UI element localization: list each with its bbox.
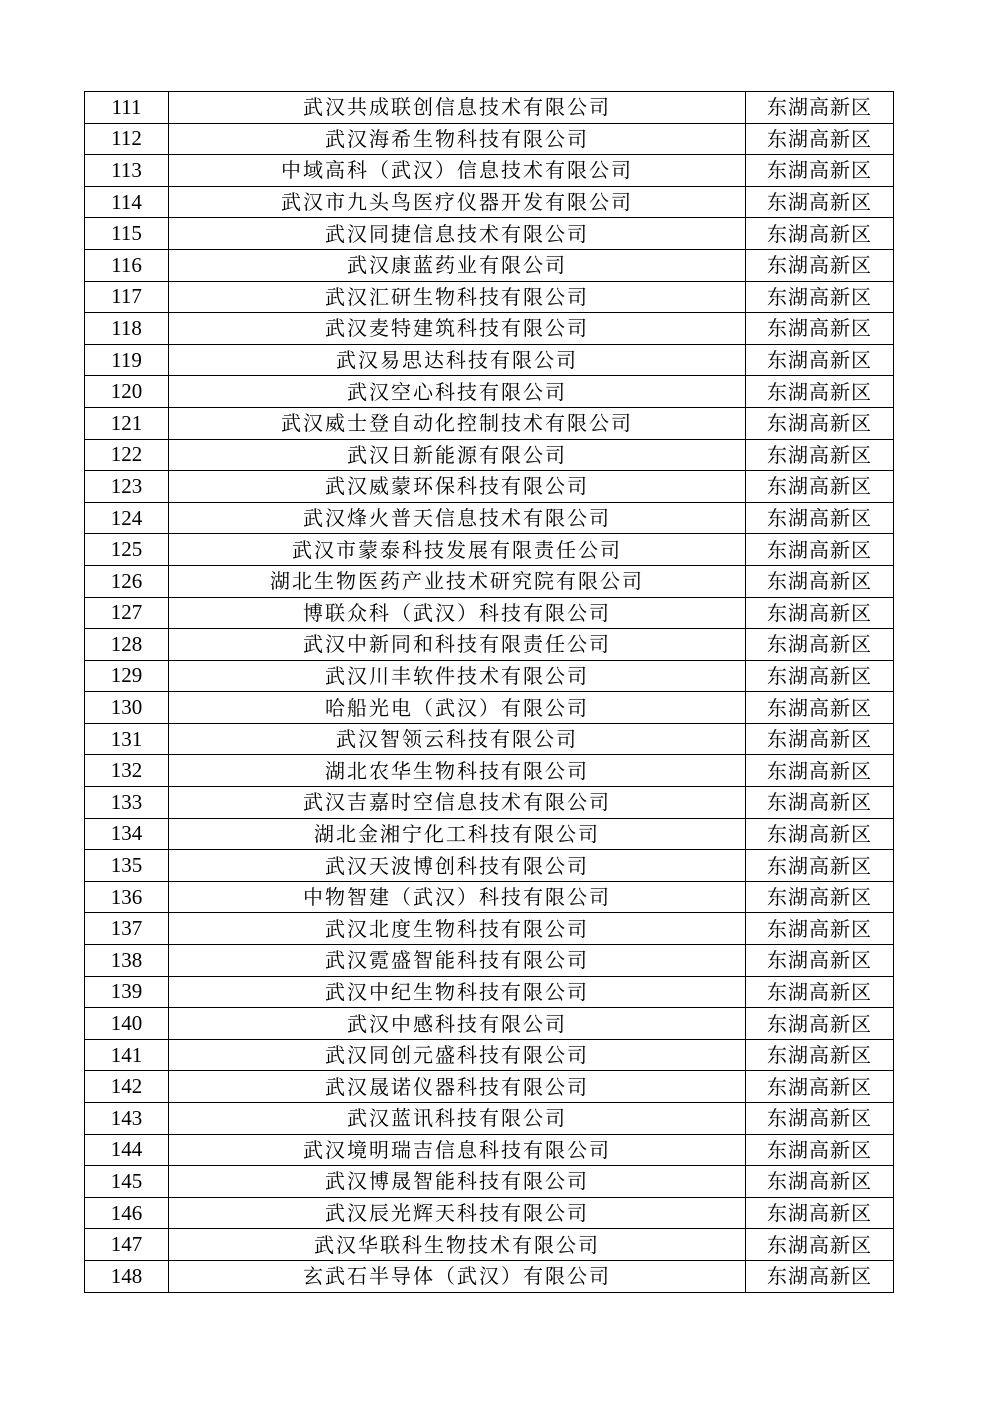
row-number-cell: 130 <box>85 692 169 724</box>
district-cell: 东湖高新区 <box>746 565 894 597</box>
row-number-cell: 119 <box>85 344 169 376</box>
row-number-cell: 128 <box>85 629 169 661</box>
company-name-cell: 武汉北度生物科技有限公司 <box>169 913 746 945</box>
table-row <box>85 818 894 850</box>
company-table <box>84 91 894 1293</box>
row-number-cell: 136 <box>85 881 169 913</box>
district-cell: 东湖高新区 <box>746 723 894 755</box>
company-name-cell: 武汉日新能源有限公司 <box>169 439 746 471</box>
company-name-cell: 武汉中新同和科技有限责任公司 <box>169 629 746 661</box>
table-row <box>85 723 894 755</box>
company-name-cell: 武汉麦特建筑科技有限公司 <box>169 313 746 345</box>
row-number-cell: 113 <box>85 155 169 187</box>
table-row <box>85 787 894 819</box>
company-name-cell: 武汉威士登自动化控制技术有限公司 <box>169 407 746 439</box>
table-row <box>85 755 894 787</box>
company-name-cell: 武汉同捷信息技术有限公司 <box>169 218 746 250</box>
district-cell: 东湖高新区 <box>746 218 894 250</box>
district-cell: 东湖高新区 <box>746 1229 894 1261</box>
district-cell: 东湖高新区 <box>746 945 894 977</box>
district-cell: 东湖高新区 <box>746 1039 894 1071</box>
row-number-cell: 131 <box>85 723 169 755</box>
table-row <box>85 1039 894 1071</box>
company-name-cell: 中物智建（武汉）科技有限公司 <box>169 881 746 913</box>
table-row <box>85 439 894 471</box>
company-name-cell: 武汉博晟智能科技有限公司 <box>169 1166 746 1198</box>
table-row <box>85 281 894 313</box>
row-number-cell: 118 <box>85 313 169 345</box>
row-number-cell: 117 <box>85 281 169 313</box>
company-name-cell: 武汉川丰软件技术有限公司 <box>169 660 746 692</box>
table-row <box>85 1103 894 1135</box>
district-cell: 东湖高新区 <box>746 471 894 503</box>
row-number-cell: 126 <box>85 565 169 597</box>
company-name-cell: 武汉烽火普天信息技术有限公司 <box>169 502 746 534</box>
district-cell: 东湖高新区 <box>746 787 894 819</box>
row-number-cell: 129 <box>85 660 169 692</box>
row-number-cell: 137 <box>85 913 169 945</box>
table-row <box>85 1071 894 1103</box>
table-row <box>85 1166 894 1198</box>
company-name-cell: 武汉威蒙环保科技有限公司 <box>169 471 746 503</box>
district-cell: 东湖高新区 <box>746 913 894 945</box>
table-row <box>85 123 894 155</box>
table-row <box>85 313 894 345</box>
company-name-cell: 武汉易思达科技有限公司 <box>169 344 746 376</box>
row-number-cell: 123 <box>85 471 169 503</box>
district-cell: 东湖高新区 <box>746 660 894 692</box>
table-body <box>85 92 894 1293</box>
row-number-cell: 139 <box>85 976 169 1008</box>
table-row <box>85 597 894 629</box>
company-name-cell: 武汉蓝讯科技有限公司 <box>169 1103 746 1135</box>
table-row <box>85 92 894 124</box>
company-name-cell: 湖北金湘宁化工科技有限公司 <box>169 818 746 850</box>
row-number-cell: 146 <box>85 1197 169 1229</box>
row-number-cell: 115 <box>85 218 169 250</box>
district-cell: 东湖高新区 <box>746 1103 894 1135</box>
row-number-cell: 148 <box>85 1260 169 1292</box>
table-row <box>85 881 894 913</box>
row-number-cell: 145 <box>85 1166 169 1198</box>
row-number-cell: 116 <box>85 249 169 281</box>
row-number-cell: 142 <box>85 1071 169 1103</box>
district-cell: 东湖高新区 <box>746 755 894 787</box>
table-row <box>85 1197 894 1229</box>
table-row <box>85 692 894 724</box>
district-cell: 东湖高新区 <box>746 249 894 281</box>
company-name-cell: 武汉市九头鸟医疗仪器开发有限公司 <box>169 186 746 218</box>
table-row <box>85 945 894 977</box>
company-name-cell: 武汉共成联创信息技术有限公司 <box>169 92 746 124</box>
row-number-cell: 144 <box>85 1134 169 1166</box>
table-row <box>85 629 894 661</box>
company-name-cell: 武汉智领云科技有限公司 <box>169 723 746 755</box>
table-row <box>85 1260 894 1292</box>
company-name-cell: 武汉境明瑞吉信息科技有限公司 <box>169 1134 746 1166</box>
company-name-cell: 武汉吉嘉时空信息技术有限公司 <box>169 787 746 819</box>
district-cell: 东湖高新区 <box>746 534 894 566</box>
table-row <box>85 565 894 597</box>
table-row <box>85 155 894 187</box>
district-cell: 东湖高新区 <box>746 1008 894 1040</box>
row-number-cell: 140 <box>85 1008 169 1040</box>
table-row <box>85 407 894 439</box>
company-name-cell: 武汉康蓝药业有限公司 <box>169 249 746 281</box>
row-number-cell: 138 <box>85 945 169 977</box>
row-number-cell: 147 <box>85 1229 169 1261</box>
company-name-cell: 武汉晟诺仪器科技有限公司 <box>169 1071 746 1103</box>
company-name-cell: 湖北生物医药产业技术研究院有限公司 <box>169 565 746 597</box>
company-name-cell: 武汉中纪生物科技有限公司 <box>169 976 746 1008</box>
row-number-cell: 120 <box>85 376 169 408</box>
company-name-cell: 武汉市蒙泰科技发展有限责任公司 <box>169 534 746 566</box>
company-name-cell: 武汉霓盛智能科技有限公司 <box>169 945 746 977</box>
district-cell: 东湖高新区 <box>746 123 894 155</box>
district-cell: 东湖高新区 <box>746 1134 894 1166</box>
table-row <box>85 534 894 566</box>
row-number-cell: 134 <box>85 818 169 850</box>
district-cell: 东湖高新区 <box>746 407 894 439</box>
row-number-cell: 133 <box>85 787 169 819</box>
district-cell: 东湖高新区 <box>746 1260 894 1292</box>
row-number-cell: 112 <box>85 123 169 155</box>
table-row <box>85 218 894 250</box>
company-name-cell: 武汉同创元盛科技有限公司 <box>169 1039 746 1071</box>
table-row <box>85 344 894 376</box>
table-row <box>85 1008 894 1040</box>
company-name-cell: 博联众科（武汉）科技有限公司 <box>169 597 746 629</box>
district-cell: 东湖高新区 <box>746 1166 894 1198</box>
company-name-cell: 武汉海希生物科技有限公司 <box>169 123 746 155</box>
row-number-cell: 135 <box>85 850 169 882</box>
district-cell: 东湖高新区 <box>746 155 894 187</box>
district-cell: 东湖高新区 <box>746 818 894 850</box>
row-number-cell: 121 <box>85 407 169 439</box>
table-row <box>85 1229 894 1261</box>
row-number-cell: 143 <box>85 1103 169 1135</box>
district-cell: 东湖高新区 <box>746 376 894 408</box>
district-cell: 东湖高新区 <box>746 597 894 629</box>
table-row <box>85 850 894 882</box>
district-cell: 东湖高新区 <box>746 1197 894 1229</box>
district-cell: 东湖高新区 <box>746 1071 894 1103</box>
company-name-cell: 武汉华联科生物技术有限公司 <box>169 1229 746 1261</box>
row-number-cell: 125 <box>85 534 169 566</box>
table-row <box>85 913 894 945</box>
company-name-cell: 哈船光电（武汉）有限公司 <box>169 692 746 724</box>
district-cell: 东湖高新区 <box>746 881 894 913</box>
district-cell: 东湖高新区 <box>746 976 894 1008</box>
district-cell: 东湖高新区 <box>746 629 894 661</box>
table-row <box>85 502 894 534</box>
district-cell: 东湖高新区 <box>746 439 894 471</box>
company-name-cell: 中域高科（武汉）信息技术有限公司 <box>169 155 746 187</box>
row-number-cell: 132 <box>85 755 169 787</box>
row-number-cell: 114 <box>85 186 169 218</box>
district-cell: 东湖高新区 <box>746 502 894 534</box>
company-name-cell: 武汉天波博创科技有限公司 <box>169 850 746 882</box>
table-row <box>85 376 894 408</box>
district-cell: 东湖高新区 <box>746 344 894 376</box>
table-row <box>85 471 894 503</box>
table-row <box>85 1134 894 1166</box>
table-row <box>85 660 894 692</box>
company-name-cell: 武汉汇研生物科技有限公司 <box>169 281 746 313</box>
district-cell: 东湖高新区 <box>746 850 894 882</box>
district-cell: 东湖高新区 <box>746 92 894 124</box>
company-name-cell: 玄武石半导体（武汉）有限公司 <box>169 1260 746 1292</box>
row-number-cell: 122 <box>85 439 169 471</box>
row-number-cell: 141 <box>85 1039 169 1071</box>
table-row <box>85 249 894 281</box>
company-name-cell: 湖北农华生物科技有限公司 <box>169 755 746 787</box>
company-name-cell: 武汉空心科技有限公司 <box>169 376 746 408</box>
company-name-cell: 武汉中感科技有限公司 <box>169 1008 746 1040</box>
row-number-cell: 127 <box>85 597 169 629</box>
district-cell: 东湖高新区 <box>746 692 894 724</box>
row-number-cell: 124 <box>85 502 169 534</box>
company-name-cell: 武汉辰光辉天科技有限公司 <box>169 1197 746 1229</box>
district-cell: 东湖高新区 <box>746 281 894 313</box>
district-cell: 东湖高新区 <box>746 313 894 345</box>
table-row <box>85 976 894 1008</box>
district-cell: 东湖高新区 <box>746 186 894 218</box>
row-number-cell: 111 <box>85 92 169 124</box>
table-row <box>85 186 894 218</box>
